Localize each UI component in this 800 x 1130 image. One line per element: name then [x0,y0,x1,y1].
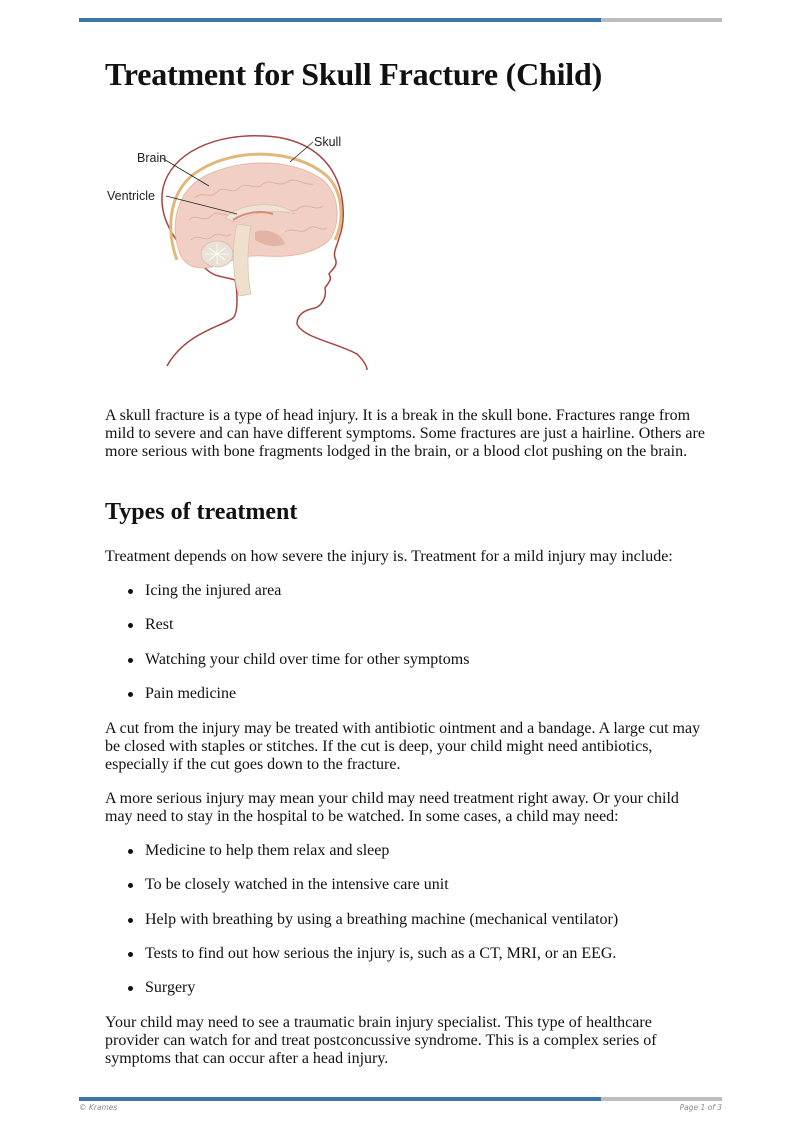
intro-paragraph: A skull fracture is a type of head injury. It is a break in the skull bone. Fractures range from mild to severe and can have different symptoms. Some fractures are just a hairline. Others are more serious with bone fragments lodged in the brain, or a blood clot pushing on the brain. [105,407,705,461]
page-title: Treatment for Skull Fracture (Child) [105,56,603,92]
header-rule [79,18,722,22]
bullet-icon [128,883,133,888]
bullet-icon [128,623,133,628]
serious-treatment-list [105,842,705,1013]
list-item: Watching your child over time for other symptoms [105,651,705,685]
bullet-icon [128,658,133,663]
specialist-paragraph: Your child may need to see a traumatic brain injury specialist. This type of healthcare provider can watch for and treat postconcussive syndrome. This is a complex series of symptoms that can occur after a head injury. [105,1014,657,1068]
bullet-icon [128,986,133,991]
label-skull: Skull [314,135,342,149]
lead-paragraph: Treatment depends on how severe the injury is. Treatment for a mild injury may include: [105,548,673,565]
list-item: Help with breathing by using a breathing machine (mechanical ventilator) [105,911,705,945]
bullet-icon [128,849,133,854]
bullet-icon [128,918,133,923]
mild-treatment-list [105,582,705,719]
list-item: Rest [105,616,705,650]
list-item: To be closely watched in the intensive care unit [105,876,705,910]
cut-paragraph: A cut from the injury may be treated with antibiotic ointment and a bandage. A large cut may be closed with staples or stitches. If the cut is deep, your child might need antibiotics, especially if the cut goes down to the fracture. [105,720,701,774]
section-heading: Types of treatment [105,499,298,525]
list-item: Tests to find out how serious the injury is, such as a CT, MRI, or an EEG. [105,945,705,979]
list-item: Pain medicine [105,685,705,719]
footer-copyright: © Krames [79,1103,118,1112]
footer-rule-track [601,1097,722,1101]
list-item: Surgery [105,979,705,1013]
list-item: Medicine to help them relax and sleep [105,842,705,876]
bullet-icon [128,952,133,957]
footer-rule [79,1097,722,1101]
list-item: Icing the injured area [105,582,705,616]
label-ventricle: Ventricle [107,189,155,203]
bullet-icon [128,589,133,594]
header-rule-accent [79,18,601,22]
footer-rule-accent [79,1097,601,1101]
serious-paragraph: A more serious injury may mean your child may need treatment right away. Or your child may need to stay in the hospital to be watched. In some cases, a child may need: [105,790,679,826]
brainstem [233,224,251,296]
skull-brain-illustration [105,128,370,376]
label-brain: Brain [137,151,167,165]
bullet-icon [128,692,133,697]
brain-shape [175,163,337,268]
footer-page-number: Page 1 of 3 [679,1103,722,1112]
header-rule-track [601,18,722,22]
